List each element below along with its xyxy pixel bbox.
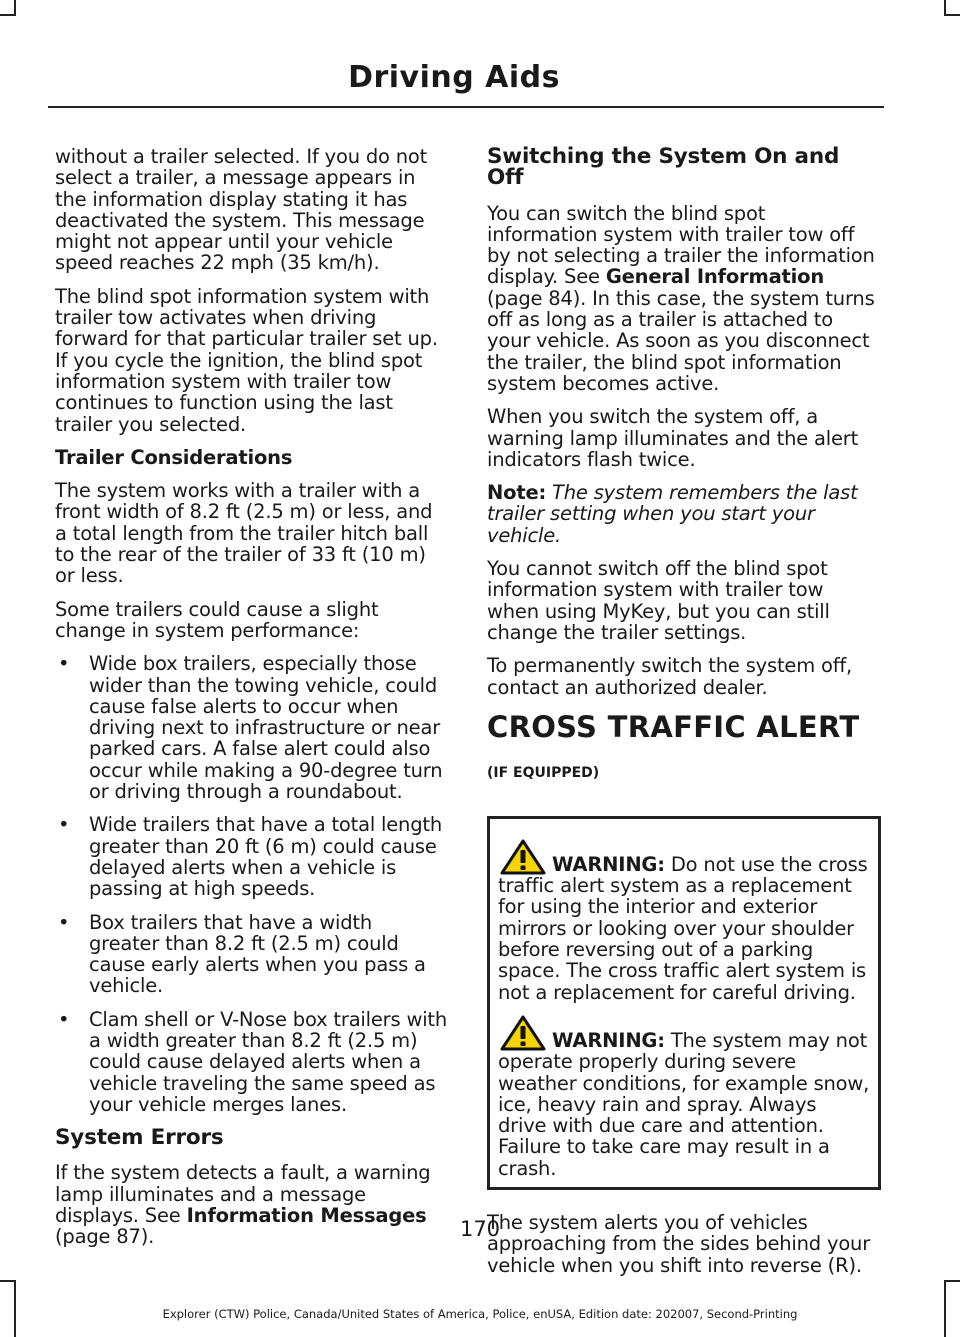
- crop-mark-top-left: [0, 14, 16, 16]
- heading-text: CROSS TRAFFIC ALERT: [487, 709, 860, 744]
- right-column: [487, 146, 881, 1288]
- text: (page 87).: [55, 1225, 155, 1249]
- note: [487, 482, 881, 546]
- paragraph: You cannot switch off the blind spot information system with trailer tow when using MyKey, but you can still change the trailer settings.: [487, 557, 830, 644]
- text: If the system detects a fault, a warning lamp illuminates and a message displays. See: [55, 1161, 431, 1228]
- crop-mark-top-right: [944, 14, 960, 16]
- cross-reference-link[interactable]: General Information: [605, 265, 825, 289]
- cross-reference-link[interactable]: Information Messages: [186, 1204, 427, 1228]
- list-item: • Clam shell or V-Nose box trailers with a width greater than 8.2 ft (2.5 m) could cause delayed alerts when a vehicle traveling the same speed as your vehicle merges lanes.: [55, 1009, 447, 1115]
- section-title: Driving Aids: [348, 60, 560, 95]
- heading-system-errors: System Errors: [55, 1125, 224, 1151]
- warning-text: The system may not operate properly during severe weather conditions, for example snow, ice, heavy rain and spray. Always drive with due care and attention. Failure to take care may result in a crash.: [498, 1028, 870, 1180]
- note-label: Note:: [487, 481, 547, 505]
- heading-cross-traffic-alert: [487, 710, 881, 790]
- warning-item: [498, 1015, 870, 1179]
- warning-triangle-icon: [500, 1015, 546, 1051]
- paragraph: Some trailers could cause a slight change in system performance:: [55, 597, 379, 642]
- text: You can switch the blind spot information system with trailer tow off by not selecting a trailer the information display. See: [487, 201, 875, 289]
- paragraph: The blind spot information system with trailer tow activates when driving forward for that particular trailer set up. If you cycle the ignition, the blind spot information system with trailer tow continues to function using the last trailer you selected.: [55, 284, 438, 436]
- note-text: The system remembers the last trailer setting when you start your vehicle.: [487, 481, 858, 547]
- warning-box: [487, 816, 881, 1190]
- list-item: • Wide trailers that have a total length greater than 20 ft (6 m) could cause delayed alerts when a vehicle is passing at high speeds.: [55, 814, 447, 899]
- subheading-trailer-considerations: Trailer Considerations: [55, 445, 293, 469]
- left-column: [55, 146, 447, 1260]
- paragraph: The system alerts you of vehicles approaching from the sides behind your vehicle when you shift into reverse (R).: [487, 1210, 871, 1277]
- warning-label: WARNING:: [552, 852, 665, 876]
- crop-mark-bottom-left: [0, 1280, 16, 1282]
- paragraph: When you switch the system off, a warning lamp illuminates and the alert indicators flash twice.: [487, 405, 859, 471]
- paragraph: [487, 203, 881, 395]
- heading-suffix: (IF EQUIPPED): [487, 764, 600, 781]
- warning-item: [498, 839, 870, 1003]
- page-number: 170: [459, 1217, 501, 1241]
- warning-label: WARNING:: [552, 1028, 665, 1052]
- crop-mark-bottom-right: [944, 1280, 960, 1282]
- warning-triangle-icon: [500, 839, 546, 875]
- text: (page 84). In this case, the system turns off as long as a trailer is attached to your vehicle. As soon as you disconnect the trailer, the blind spot information system becomes active.: [487, 286, 875, 395]
- warning-text: Do not use the cross traffic alert system as a replacement for using the interior and exterior mirrors or looking over your shoulder before reversing out of a parking space. The cross traffic alert system is not a replacement for careful driving.: [498, 852, 868, 1004]
- heading-switching-system: Switching the System On and Off: [487, 144, 840, 191]
- bullet-list: [55, 653, 447, 1115]
- footer-edition-text: Explorer (CTW) Police, Canada/United States of America, Police, enUSA, Edition date: 202007, Second-Printing: [162, 1307, 798, 1321]
- list-item: • Box trailers that have a width greater than 8.2 ft (2.5 m) could cause early alerts when you pass a vehicle.: [55, 912, 447, 997]
- paragraph: The system works with a trailer with a front width of 8.2 ft (2.5 m) or less, and a total length from the trailer hitch ball to the rear of the trailer of 33 ft (10 m) or less.: [55, 479, 433, 588]
- paragraph: without a trailer selected. If you do not select a trailer, a message appears in the information display stating it has deactivated the system. This message might not appear until your vehicle speed reaches 22 mph (35 km/h).: [55, 145, 428, 275]
- header-rule: [48, 106, 884, 108]
- paragraph: To permanently switch the system off, contact an authorized dealer.: [487, 654, 853, 699]
- list-item: • Wide box trailers, especially those wider than the towing vehicle, could cause false alerts to occur when driving next to infrastructure or near parked cars. A false alert could also occur while making a 90-degree turn or driving through a roundabout.: [55, 653, 447, 802]
